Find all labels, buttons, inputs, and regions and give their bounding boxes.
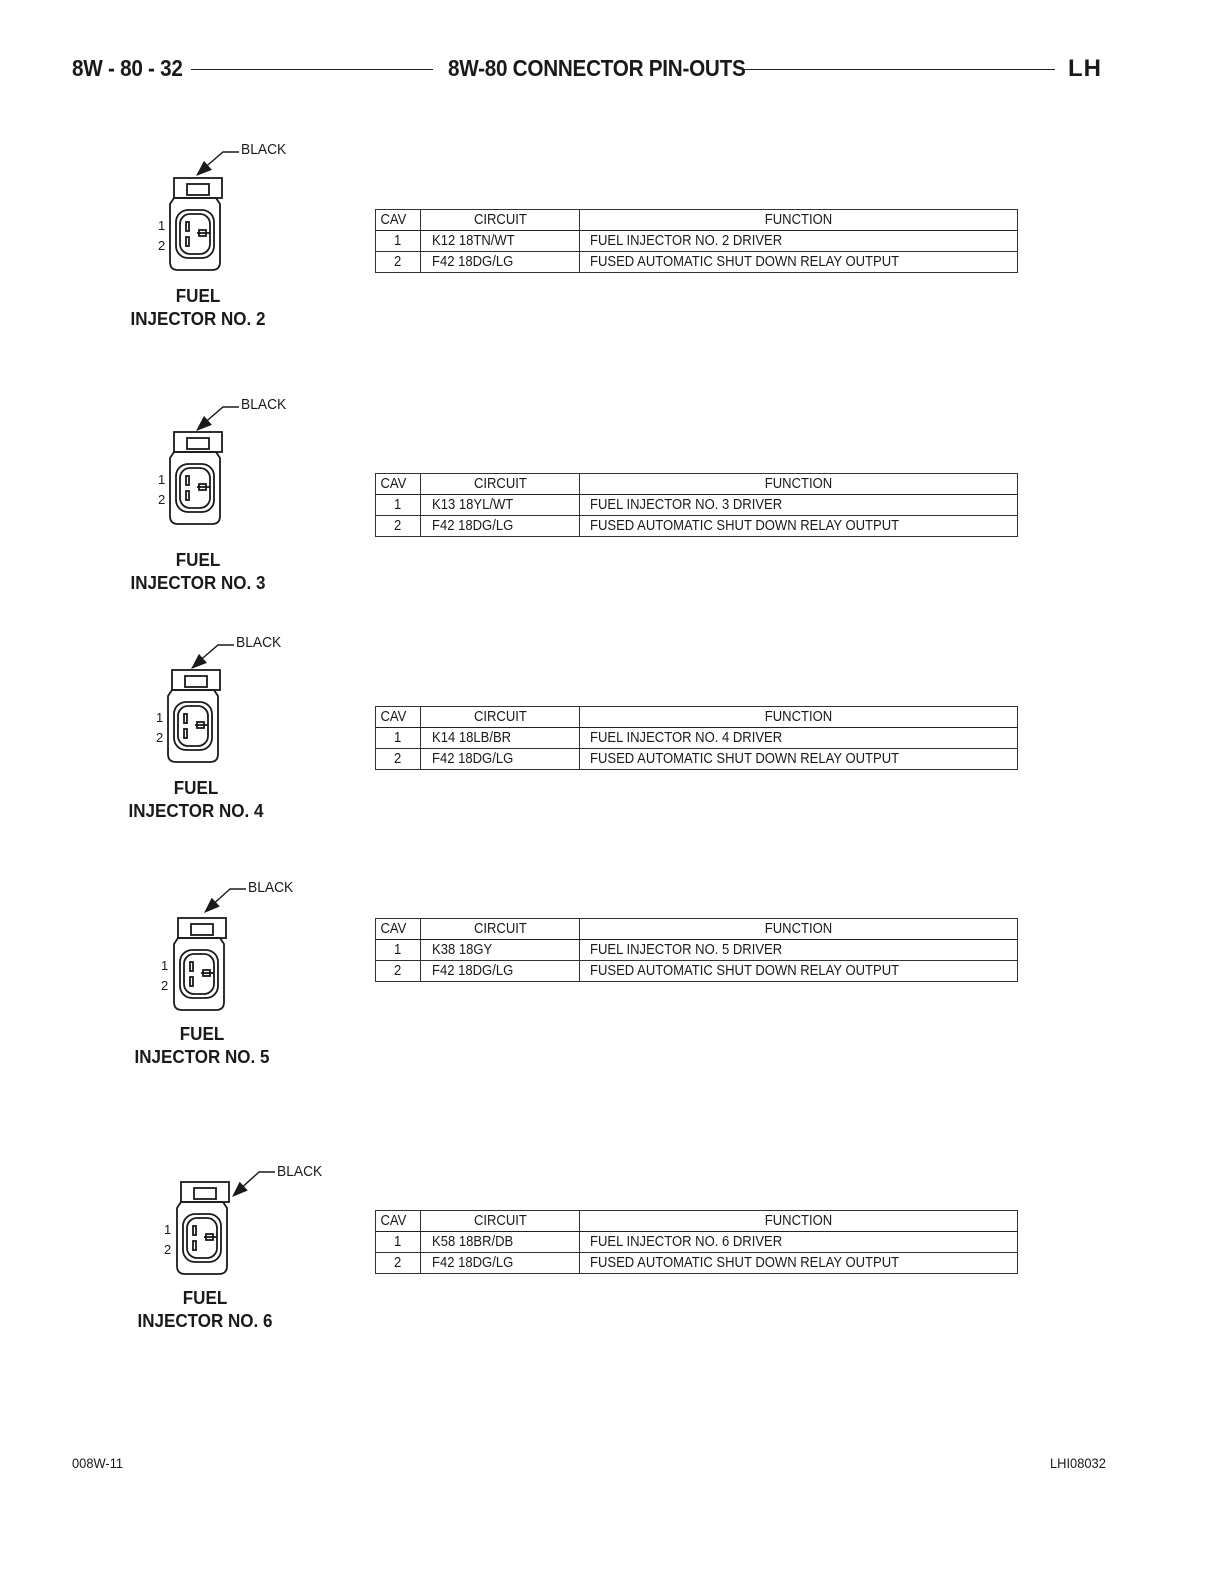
table-row bbox=[376, 1232, 1018, 1253]
terminal-2 bbox=[190, 977, 193, 986]
page-number: 8W - 80 - 32 bbox=[72, 55, 183, 81]
connector-face-outer bbox=[183, 1214, 221, 1262]
pin-number-label: 2 bbox=[156, 730, 164, 745]
cav-cell-text: 1 bbox=[393, 730, 402, 746]
function-cell bbox=[580, 940, 1018, 961]
connector-key bbox=[206, 1234, 213, 1240]
connector-caption bbox=[131, 1286, 278, 1332]
column-header-cav-text: CAV bbox=[380, 476, 407, 492]
circuit-cell bbox=[421, 728, 580, 749]
connector-latch bbox=[181, 1182, 229, 1202]
cav-cell-text: 2 bbox=[393, 963, 402, 979]
column-header-cav-text: CAV bbox=[380, 921, 407, 937]
cav-cell-text: 1 bbox=[393, 233, 402, 249]
cav-cell-text: 1 bbox=[393, 942, 402, 958]
pin-number-label: 2 bbox=[164, 1242, 172, 1257]
header-rule-right bbox=[744, 69, 1055, 70]
function-cell bbox=[580, 728, 1018, 749]
column-header-cav bbox=[376, 210, 421, 231]
leader-line bbox=[202, 407, 239, 425]
terminal-2 bbox=[184, 729, 187, 738]
function-cell bbox=[580, 1232, 1018, 1253]
caption-line-2: INJECTOR NO. 5 bbox=[134, 1046, 270, 1067]
circuit-cell bbox=[421, 1232, 580, 1253]
pinout-table bbox=[375, 473, 1018, 537]
connector-latch-window bbox=[185, 676, 207, 687]
circuit-cell-text: F42 18DG/LG bbox=[432, 1255, 514, 1271]
column-header-circuit bbox=[421, 707, 580, 728]
connector-color-label: BLACK bbox=[248, 879, 294, 896]
circuit-cell-text: K12 18TN/WT bbox=[432, 233, 515, 249]
circuit-cell bbox=[421, 495, 580, 516]
pin-number-label: 2 bbox=[161, 978, 169, 993]
terminal-1 bbox=[186, 222, 189, 231]
column-header-function bbox=[580, 1211, 1018, 1232]
function-cell-text: FUEL INJECTOR NO. 4 DRIVER bbox=[590, 730, 783, 746]
cav-cell-text: 1 bbox=[393, 1234, 402, 1250]
cav-cell bbox=[376, 728, 421, 749]
function-cell bbox=[580, 252, 1018, 273]
connector-body bbox=[170, 198, 220, 270]
table-row bbox=[376, 1253, 1018, 1274]
pinout-table bbox=[375, 918, 1018, 982]
cav-cell bbox=[376, 749, 421, 770]
circuit-cell-text: K58 18BR/DB bbox=[432, 1234, 514, 1250]
column-header-cav bbox=[376, 919, 421, 940]
circuit-cell-text: F42 18DG/LG bbox=[432, 518, 514, 534]
connector-latch bbox=[174, 432, 222, 452]
table-header-row bbox=[376, 474, 1018, 495]
column-header-function bbox=[580, 707, 1018, 728]
leader-arrowhead bbox=[232, 1182, 248, 1197]
connector-color-label: BLACK bbox=[241, 141, 287, 158]
leader-line bbox=[210, 889, 246, 907]
terminal-1 bbox=[193, 1226, 196, 1235]
cav-cell bbox=[376, 495, 421, 516]
cav-cell bbox=[376, 940, 421, 961]
cav-cell-text: 2 bbox=[393, 254, 402, 270]
caption-line-2: INJECTOR NO. 6 bbox=[137, 1310, 273, 1331]
cav-cell bbox=[376, 1253, 421, 1274]
cav-cell-text: 2 bbox=[393, 1255, 402, 1271]
function-cell bbox=[580, 516, 1018, 537]
function-cell-text: FUEL INJECTOR NO. 3 DRIVER bbox=[590, 497, 783, 513]
table-header-row bbox=[376, 1211, 1018, 1232]
page-title: 8W-80 CONNECTOR PIN-OUTS bbox=[448, 55, 746, 81]
connector-key bbox=[199, 230, 206, 236]
connector-face-outer bbox=[176, 210, 214, 258]
caption-line-1: FUEL bbox=[182, 1287, 228, 1308]
connector-latch bbox=[178, 918, 226, 938]
connector-color-label: BLACK bbox=[236, 634, 282, 651]
pin-number-label: 1 bbox=[158, 218, 166, 233]
terminal-1 bbox=[186, 476, 189, 485]
column-header-cav bbox=[376, 707, 421, 728]
caption-line-1: FUEL bbox=[175, 285, 221, 306]
column-header-function-text: FUNCTION bbox=[764, 476, 833, 492]
page-header bbox=[0, 0, 1224, 100]
table-row bbox=[376, 252, 1018, 273]
pin-number-label: 1 bbox=[161, 958, 169, 973]
cav-cell bbox=[376, 252, 421, 273]
function-cell-text: FUSED AUTOMATIC SHUT DOWN RELAY OUTPUT bbox=[590, 751, 900, 767]
column-header-function bbox=[580, 919, 1018, 940]
circuit-cell-text: F42 18DG/LG bbox=[432, 963, 514, 979]
leader-arrowhead bbox=[196, 416, 212, 431]
table-row bbox=[376, 749, 1018, 770]
column-header-circuit-text: CIRCUIT bbox=[473, 921, 527, 937]
caption-line-1: FUEL bbox=[173, 777, 219, 798]
function-cell-text: FUEL INJECTOR NO. 5 DRIVER bbox=[590, 942, 783, 958]
connector-latch bbox=[174, 178, 222, 198]
function-cell-text: FUSED AUTOMATIC SHUT DOWN RELAY OUTPUT bbox=[590, 1255, 900, 1271]
column-header-circuit-text: CIRCUIT bbox=[473, 476, 527, 492]
terminal-1 bbox=[190, 962, 193, 971]
column-header-cav-text: CAV bbox=[380, 1213, 407, 1229]
cav-cell bbox=[376, 516, 421, 537]
column-header-function bbox=[580, 210, 1018, 231]
function-cell bbox=[580, 749, 1018, 770]
caption-line-1: FUEL bbox=[179, 1023, 225, 1044]
pinout-table bbox=[375, 209, 1018, 273]
pinout-table bbox=[375, 1210, 1018, 1274]
leader-line bbox=[238, 1172, 275, 1191]
table-header-row bbox=[376, 919, 1018, 940]
connector-body bbox=[174, 938, 224, 1010]
column-header-cav-text: CAV bbox=[380, 212, 407, 228]
leader-line bbox=[197, 645, 234, 663]
connector-face-inner bbox=[180, 468, 210, 508]
caption-line-2: INJECTOR NO. 2 bbox=[130, 308, 266, 329]
function-cell-text: FUSED AUTOMATIC SHUT DOWN RELAY OUTPUT bbox=[590, 254, 900, 270]
function-cell-text: FUSED AUTOMATIC SHUT DOWN RELAY OUTPUT bbox=[590, 518, 900, 534]
column-header-circuit bbox=[421, 474, 580, 495]
table-row bbox=[376, 940, 1018, 961]
function-cell bbox=[580, 1253, 1018, 1274]
connector-color-label: BLACK bbox=[277, 1163, 323, 1180]
function-cell bbox=[580, 495, 1018, 516]
column-header-function-text: FUNCTION bbox=[764, 709, 833, 725]
cav-cell-text: 2 bbox=[393, 518, 402, 534]
connector-caption bbox=[128, 1022, 275, 1068]
function-cell bbox=[580, 961, 1018, 982]
circuit-cell-text: F42 18DG/LG bbox=[432, 751, 514, 767]
column-header-circuit-text: CIRCUIT bbox=[473, 709, 527, 725]
connector-face-outer bbox=[176, 464, 214, 512]
column-header-circuit bbox=[421, 210, 580, 231]
connector-latch bbox=[172, 670, 220, 690]
connector-face-outer bbox=[180, 950, 218, 998]
caption-line-1: FUEL bbox=[175, 549, 221, 570]
connector-body bbox=[168, 690, 218, 762]
connector-latch-window bbox=[191, 924, 213, 935]
connector-latch-window bbox=[187, 438, 209, 449]
caption-line-2: INJECTOR NO. 3 bbox=[130, 572, 266, 593]
cav-cell bbox=[376, 961, 421, 982]
circuit-cell bbox=[421, 231, 580, 252]
leader-arrowhead bbox=[191, 654, 207, 669]
connector-latch-window bbox=[194, 1188, 216, 1199]
column-header-cav bbox=[376, 1211, 421, 1232]
connector-key bbox=[199, 484, 206, 490]
pinout-table bbox=[375, 706, 1018, 770]
connector-key bbox=[203, 970, 210, 976]
function-cell-text: FUSED AUTOMATIC SHUT DOWN RELAY OUTPUT bbox=[590, 963, 900, 979]
circuit-cell bbox=[421, 252, 580, 273]
column-header-function-text: FUNCTION bbox=[764, 212, 833, 228]
table-row bbox=[376, 961, 1018, 982]
function-cell-text: FUEL INJECTOR NO. 2 DRIVER bbox=[590, 233, 783, 249]
connector-face-inner bbox=[184, 954, 214, 994]
circuit-cell bbox=[421, 961, 580, 982]
table-header-row bbox=[376, 707, 1018, 728]
function-cell-text: FUEL INJECTOR NO. 6 DRIVER bbox=[590, 1234, 783, 1250]
pin-number-label: 1 bbox=[164, 1222, 172, 1237]
terminal-2 bbox=[186, 237, 189, 246]
table-row bbox=[376, 231, 1018, 252]
section-code: LH bbox=[1068, 55, 1102, 82]
connector-face-inner bbox=[178, 706, 208, 746]
circuit-cell bbox=[421, 1253, 580, 1274]
connector-body bbox=[170, 452, 220, 524]
footer-right-code: LHI08032 bbox=[1050, 1455, 1106, 1471]
connector-caption bbox=[124, 548, 271, 594]
leader-arrowhead bbox=[204, 898, 220, 913]
connector-face-outer bbox=[174, 702, 212, 750]
circuit-cell bbox=[421, 749, 580, 770]
leader-arrowhead bbox=[196, 161, 212, 176]
table-row bbox=[376, 728, 1018, 749]
function-cell bbox=[580, 231, 1018, 252]
pin-number-label: 1 bbox=[156, 710, 164, 725]
connector-face-inner bbox=[187, 1218, 217, 1258]
connector-caption bbox=[124, 284, 271, 330]
column-header-function-text: FUNCTION bbox=[764, 1213, 833, 1229]
circuit-cell-text: F42 18DG/LG bbox=[432, 254, 514, 270]
connector-color-label: BLACK bbox=[241, 396, 287, 413]
column-header-cav-text: CAV bbox=[380, 709, 407, 725]
connector-body bbox=[177, 1202, 227, 1274]
header-rule-left bbox=[191, 69, 433, 70]
connector-key bbox=[197, 722, 204, 728]
pin-number-label: 1 bbox=[158, 472, 166, 487]
pin-number-label: 2 bbox=[158, 492, 166, 507]
column-header-circuit-text: CIRCUIT bbox=[473, 1213, 527, 1229]
table-header-row bbox=[376, 210, 1018, 231]
column-header-circuit bbox=[421, 1211, 580, 1232]
leader-line bbox=[202, 152, 239, 170]
cav-cell-text: 2 bbox=[393, 751, 402, 767]
column-header-circuit bbox=[421, 919, 580, 940]
circuit-cell bbox=[421, 940, 580, 961]
table-row bbox=[376, 495, 1018, 516]
cav-cell-text: 1 bbox=[393, 497, 402, 513]
connector-face-inner bbox=[180, 214, 210, 254]
circuit-cell-text: K38 18GY bbox=[432, 942, 493, 958]
circuit-cell-text: K14 18LB/BR bbox=[432, 730, 512, 746]
circuit-cell bbox=[421, 516, 580, 537]
terminal-1 bbox=[184, 714, 187, 723]
cav-cell bbox=[376, 1232, 421, 1253]
pin-number-label: 2 bbox=[158, 238, 166, 253]
circuit-cell-text: K13 18YL/WT bbox=[432, 497, 514, 513]
column-header-cav bbox=[376, 474, 421, 495]
column-header-function bbox=[580, 474, 1018, 495]
footer-left-code: 008W-11 bbox=[72, 1455, 124, 1471]
connector-caption bbox=[122, 776, 269, 822]
terminal-2 bbox=[193, 1241, 196, 1250]
column-header-circuit-text: CIRCUIT bbox=[473, 212, 527, 228]
terminal-2 bbox=[186, 491, 189, 500]
column-header-function-text: FUNCTION bbox=[764, 921, 833, 937]
cav-cell bbox=[376, 231, 421, 252]
table-row bbox=[376, 516, 1018, 537]
connector-latch-window bbox=[187, 184, 209, 195]
caption-line-2: INJECTOR NO. 4 bbox=[128, 800, 264, 821]
